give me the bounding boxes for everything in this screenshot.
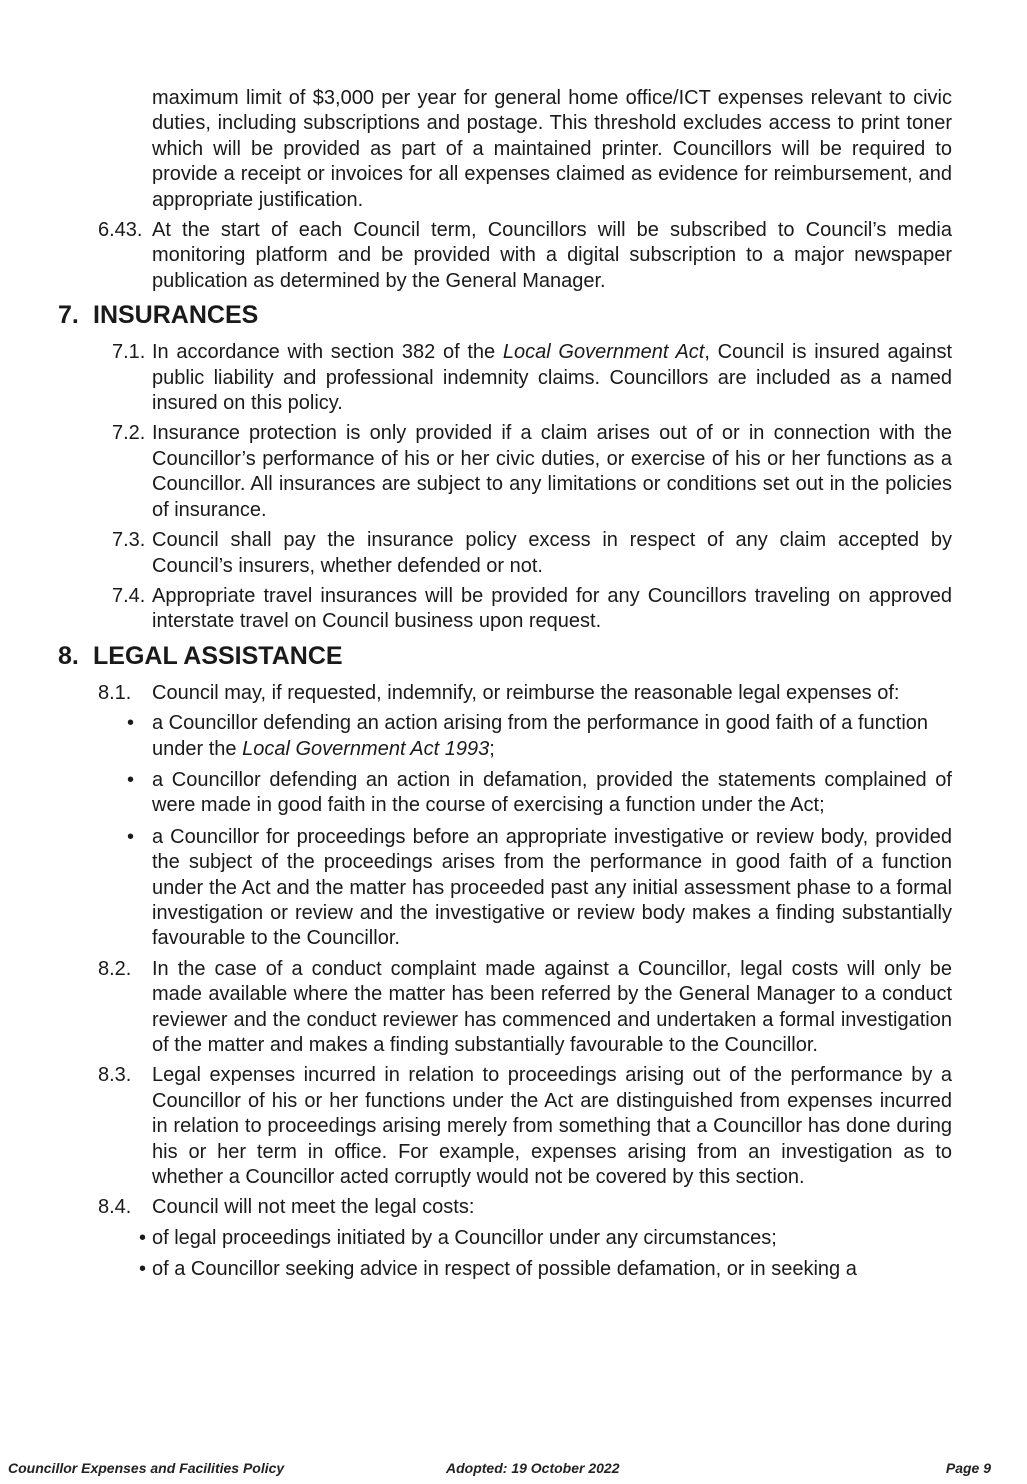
bullet-item — [0, 1257, 1027, 1282]
clause-text: In the case of a conduct complaint made against a Councillor, legal costs will only be made available where the matter has been referred by the General Manager to a conduct reviewer and the conduct reviewer has commenced and undertaken a formal investigation of the matter and makes a finding substantially favourable to the Councillor. — [152, 957, 952, 1056]
bullet-item — [0, 711, 1027, 762]
section-title: INSURANCES — [93, 301, 259, 330]
section-8-heading — [0, 641, 1027, 671]
clause-7-3 — [0, 528, 1027, 579]
clause-text: Council may, if requested, indemnify, or reimburse the reasonable legal expenses of: — [152, 681, 900, 704]
clause-8-4 — [0, 1195, 1027, 1220]
section-number: 7. — [58, 301, 79, 330]
footer-page-number: Page 9 — [945, 1460, 991, 1476]
clause-8-3 — [0, 1063, 1027, 1190]
clause-8-2 — [0, 957, 1027, 1059]
clause-number: 8.4. — [98, 1196, 132, 1219]
clause-7-2 — [0, 421, 1027, 523]
clause-text: Insurance protection is only provided if a claim arises out of or in connection with the Councillor’s performance of his or her civic duties, or exercise of his or her functions as a Councillor. All insurances are subject to any limitations or conditions set out in the policies of insurance. — [152, 422, 952, 521]
footer-adopted-date: Adopted: 19 October 2022 — [446, 1460, 620, 1476]
bullet-icon: • — [127, 825, 135, 848]
clause-text: Council shall pay the insurance policy excess in respect of any claim accepted by Council’s insurers, whether defended or not. — [152, 529, 952, 577]
page-content — [0, 86, 1027, 1283]
bullet-text: a Councillor for proceedings before an appropriate investigative or review body, provided the subject of the proceedings arises from the performance in good faith of a function under the Act and the matter has proceeded past any initial assessment phase to a formal investigation or review and the investigative or review body makes a finding substantially favourable to the Councillor. — [152, 825, 952, 950]
clause-number: 7.4. — [112, 584, 146, 607]
clause-text: In accordance with section 382 of the Local Government Act, Council is insured against public liability and professional indemnity claims. Councillors are included as a named insured on this policy. — [152, 341, 952, 415]
clause-number: 8.3. — [98, 1064, 132, 1087]
clause-number: 8.2. — [98, 957, 132, 980]
clause-text: Appropriate travel insurances will be provided for any Councillors traveling on approved interstate travel on Council business upon request. — [152, 584, 952, 633]
clause-text: Legal expenses incurred in relation to proceedings arising out of the performance by a Councillor of his or her functions under the Act are distinguished from expenses incurred in relation to proceedings arising merely from something that a Councillor has done during his or her term in office. For example, expenses arising from an investigation as to whether a Councillor acted corruptly would not be covered by this section. — [152, 1064, 952, 1189]
clause-text: At the start of each Council term, Councillors will be subscribed to Council’s media monitoring platform and be provided with a digital subscription to a major newspaper publication as determined by the General Manager. — [152, 219, 952, 292]
bullet-item — [0, 1226, 1027, 1251]
bullet-text: of legal proceedings initiated by a Councillor under any circumstances; — [152, 1226, 777, 1249]
clause-number: 7.2. — [112, 422, 146, 445]
bullet-text: a Councillor defending an action arising from the performance in good faith of a function under the Local Government Act 1993; — [152, 712, 929, 760]
bullet-item — [0, 825, 1027, 952]
continuation-paragraph: maximum limit of $3,000 per year for general home office/ICT expenses relevant to civic duties, including subscriptions and postage. This threshold excludes access to print toner which will be provided as part of a maintained printer. Councillors will be required to provide a receipt or invoices for all expenses claimed as evidence for reimbursement, and appropriate justification. — [152, 87, 952, 211]
clause-7-4 — [0, 584, 1027, 635]
clause-number: 6.43. — [98, 219, 143, 242]
clause-number: 8.1. — [98, 681, 132, 704]
section-title: LEGAL ASSISTANCE — [93, 641, 343, 670]
page-footer — [0, 1460, 1027, 1478]
bullet-icon: • — [139, 1258, 147, 1281]
footer-policy-title: Councillor Expenses and Facilities Policy — [8, 1460, 285, 1476]
bullet-text: a Councillor defending an action in defamation, provided the statements complained of were made in good faith in the course of exercising a function under the Act; — [152, 768, 952, 817]
bullet-item — [0, 768, 1027, 819]
clause-7-1 — [0, 340, 1027, 416]
clause-6-43 — [0, 218, 1027, 294]
clause-number: 7.1. — [112, 341, 146, 364]
bullet-icon: • — [139, 1226, 147, 1249]
section-number: 8. — [58, 641, 79, 670]
clause-8-1 — [0, 681, 1027, 706]
bullet-text: of a Councillor seeking advice in respect of possible defamation, or in seeking a — [152, 1258, 857, 1281]
bullet-icon: • — [127, 768, 135, 791]
clause-number: 7.3. — [112, 529, 146, 552]
clause-text: Council will not meet the legal costs: — [152, 1196, 475, 1219]
section-7-heading — [0, 300, 1027, 330]
bullet-icon: • — [127, 712, 135, 735]
